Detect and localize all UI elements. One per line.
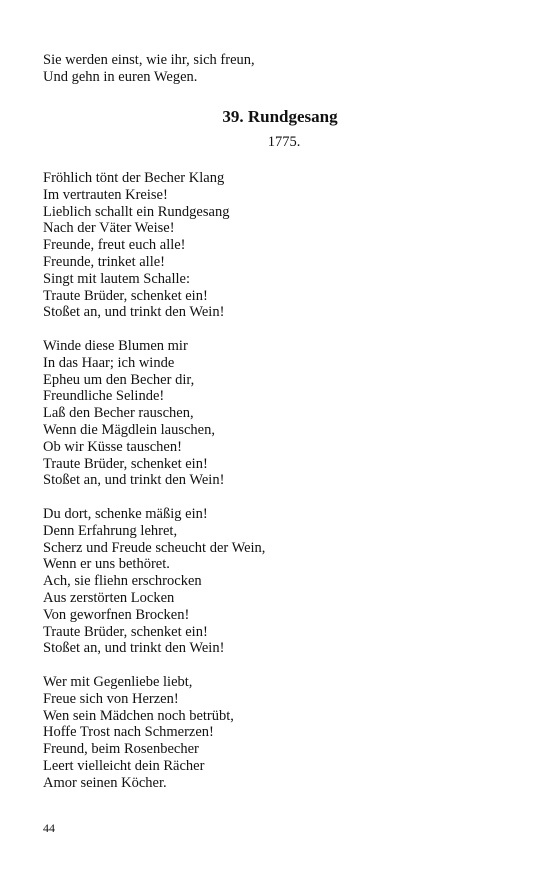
verse-line: Stoßet an, und trinkt den Wein! xyxy=(43,472,225,489)
verse-line: Von geworfnen Brocken! xyxy=(43,606,190,623)
poem-title: 39. Rundgesang xyxy=(222,107,338,126)
verse-line: Freue sich von Herzen! xyxy=(43,690,179,707)
verse-line: Und gehn in euren Wegen. xyxy=(43,68,198,85)
verse-line: Laß den Becher rauschen, xyxy=(43,405,194,422)
verse-line: Scherz und Freude scheucht der Wein, xyxy=(43,539,266,556)
verse-line: Nach der Väter Weise! xyxy=(43,220,175,237)
verse-line: Wen sein Mädchen noch betrübt, xyxy=(43,707,234,724)
verse-line: Stoßet an, und trinkt den Wein! xyxy=(43,640,225,657)
verse-line: Denn Erfahrung lehret, xyxy=(43,522,178,539)
verse-line: In das Haar; ich winde xyxy=(43,354,175,371)
verse-line: Stoßet an, und trinkt den Wein! xyxy=(43,304,225,321)
verse-line: Ob wir Küsse tauschen! xyxy=(43,438,182,455)
verse-line: Winde diese Blumen mir xyxy=(43,338,188,354)
verse-line: Singt mit lautem Schalle: xyxy=(43,270,190,287)
verse-line: Sie werden einst, wie ihr, sich freun, xyxy=(43,52,255,68)
stanza-1 xyxy=(43,170,229,321)
verse-line: Freunde, freut euch alle! xyxy=(43,237,186,254)
verse-line: Freunde, trinket alle! xyxy=(43,253,165,270)
verse-line: Traute Brüder, schenket ein! xyxy=(43,623,208,640)
verse-line: Wer mit Gegenliebe liebt, xyxy=(43,674,193,690)
stanza-4 xyxy=(43,674,234,792)
verse-line: Lieblich schallt ein Rundgesang xyxy=(43,203,230,220)
verse-line: Du dort, schenke mäßig ein! xyxy=(43,506,208,522)
stanza-2 xyxy=(43,338,224,489)
verse-line: Ach, sie fliehn erschrocken xyxy=(43,573,202,590)
stanza-3 xyxy=(43,506,265,657)
poem-year: 1775. xyxy=(267,134,301,150)
verse-line: Fröhlich tönt der Becher Klang xyxy=(43,170,225,186)
verse-line: Epheu um den Becher dir, xyxy=(43,371,195,388)
verse-line: Leert vielleicht dein Rächer xyxy=(43,757,205,774)
verse-line: Traute Brüder, schenket ein! xyxy=(43,455,208,472)
verse-line: Traute Brüder, schenket ein! xyxy=(43,287,208,304)
verse-line: Hoffe Trost nach Schmerzen! xyxy=(43,724,214,741)
verse-line: Aus zerstörten Locken xyxy=(43,589,175,606)
verse-line: Freundliche Selinde! xyxy=(43,388,165,405)
previous-poem-ending xyxy=(43,52,255,86)
verse-line: Amor seinen Köcher. xyxy=(43,774,167,791)
verse-line: Wenn er uns bethöret. xyxy=(43,556,170,573)
verse-line: Freund, beim Rosenbecher xyxy=(43,741,199,758)
verse-line: Im vertrauten Kreise! xyxy=(43,186,168,203)
verse-line: Wenn die Mägdlein lauschen, xyxy=(43,421,215,438)
page-number: 44 xyxy=(43,821,55,835)
